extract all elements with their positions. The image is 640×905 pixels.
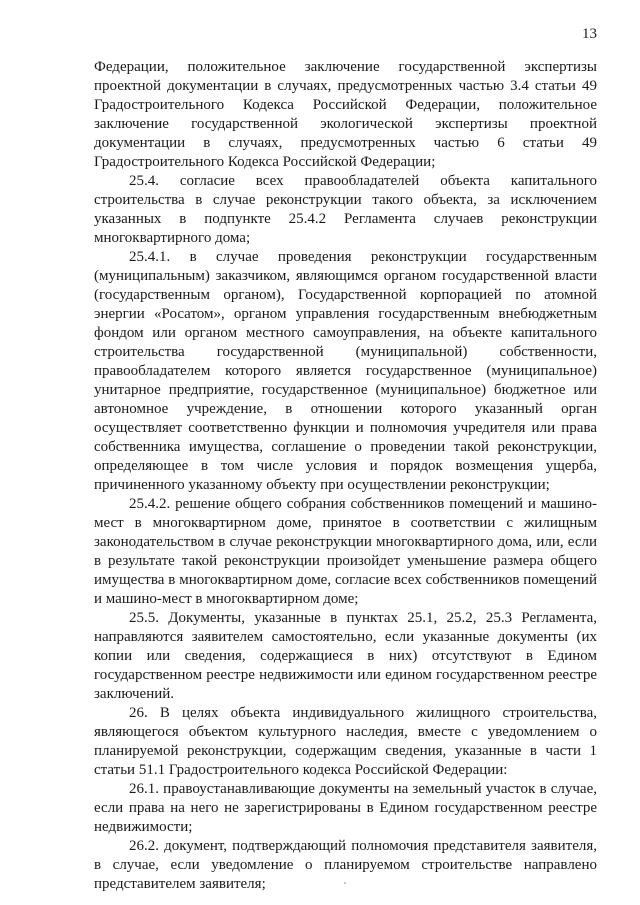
paragraph-26-2: 26.2. документ, подтверждающий полномочия представителя заявителя, в случае, если уведомление о планируемом строительстве направлено представителем заявителя; [94,838,597,892]
paragraph-continuation: Федерации, положительное заключение государственной экспертизы проектной документации в случаях, предусмотренных частью 3.4 статьи 49 Градостроительного Кодекса Российской Федерации, положительное заключение государственной экологической экспертизы проектной документации в случаях, предусмотренных частью 6 статьи 49 Градостроительного Кодекса Российской Федерации; [94,59,597,170]
document-body [94,58,597,894]
paragraph-25-4-2: 25.4.2. решение общего собрания собственников помещений и машино-мест в многоквартирном доме, принятое в соответствии с жилищным законодательством в случае реконструкции многоквартирного дома, или, если в результате такой реконструкции произойдет уменьшение размера общего имущества в многоквартирном доме, согласие всех собственников помещений и машино-мест в многоквартирном доме; [94,496,597,607]
paragraph-25-4: 25.4. согласие всех правообладателей объекта капитального строительства в случае реконструкции такого объекта, за исключением указанных в подпункте 25.4.2 Регламента случаев реконструкции многоквартирного дома; [94,173,597,246]
paragraph-25-4-1: 25.4.1. в случае проведения реконструкции государственным (муниципальным) заказчиком, являющимся органом государственной власти (государственным органом), Государственной корпорацией по атомной энергии «Росатом», органом управления государственным внебюджетным фондом или органом местного самоуправления, на объекте капитального строительства государственной (муниципальной) собственности, правообладателем которого является государственное (муниципальное) унитарное предприятие, государственное (муниципальное) бюджетное или автономное учреждение, в отношении которого указанный орган осуществляет соответственно функции и полномочия учредителя или права собственника имущества, соглашение о проведении такой реконструкции, определяющее в том числе условия и порядок возмещения ущерба, причиненного указанному объекту при осуществлении реконструкции; [94,249,597,493]
scan-speck [344,882,346,884]
paragraph-25-5: 25.5. Документы, указанные в пунктах 25.1, 25.2, 25.3 Регламента, направляются заявителем самостоятельно, если указанные документы (их копии или сведения, содержащиеся в них) отсутствуют в Едином государственном реестре недвижимости или едином государственном реестре заключений. [94,610,597,702]
paragraph-26-1: 26.1. правоустанавливающие документы на земельный участок в случае, если права на него не зарегистрированы в Едином государственном реестре недвижимости; [94,781,597,835]
page-number: 13 [582,26,597,42]
paragraph-26: 26. В целях объекта индивидуального жилищного строительства, являющегося объектом культурного наследия, вместе с уведомлением о планируемой реконструкции, содержащим сведения, указанные в части 1 статьи 51.1 Градостроительного кодекса Российской Федерации: [94,705,597,778]
